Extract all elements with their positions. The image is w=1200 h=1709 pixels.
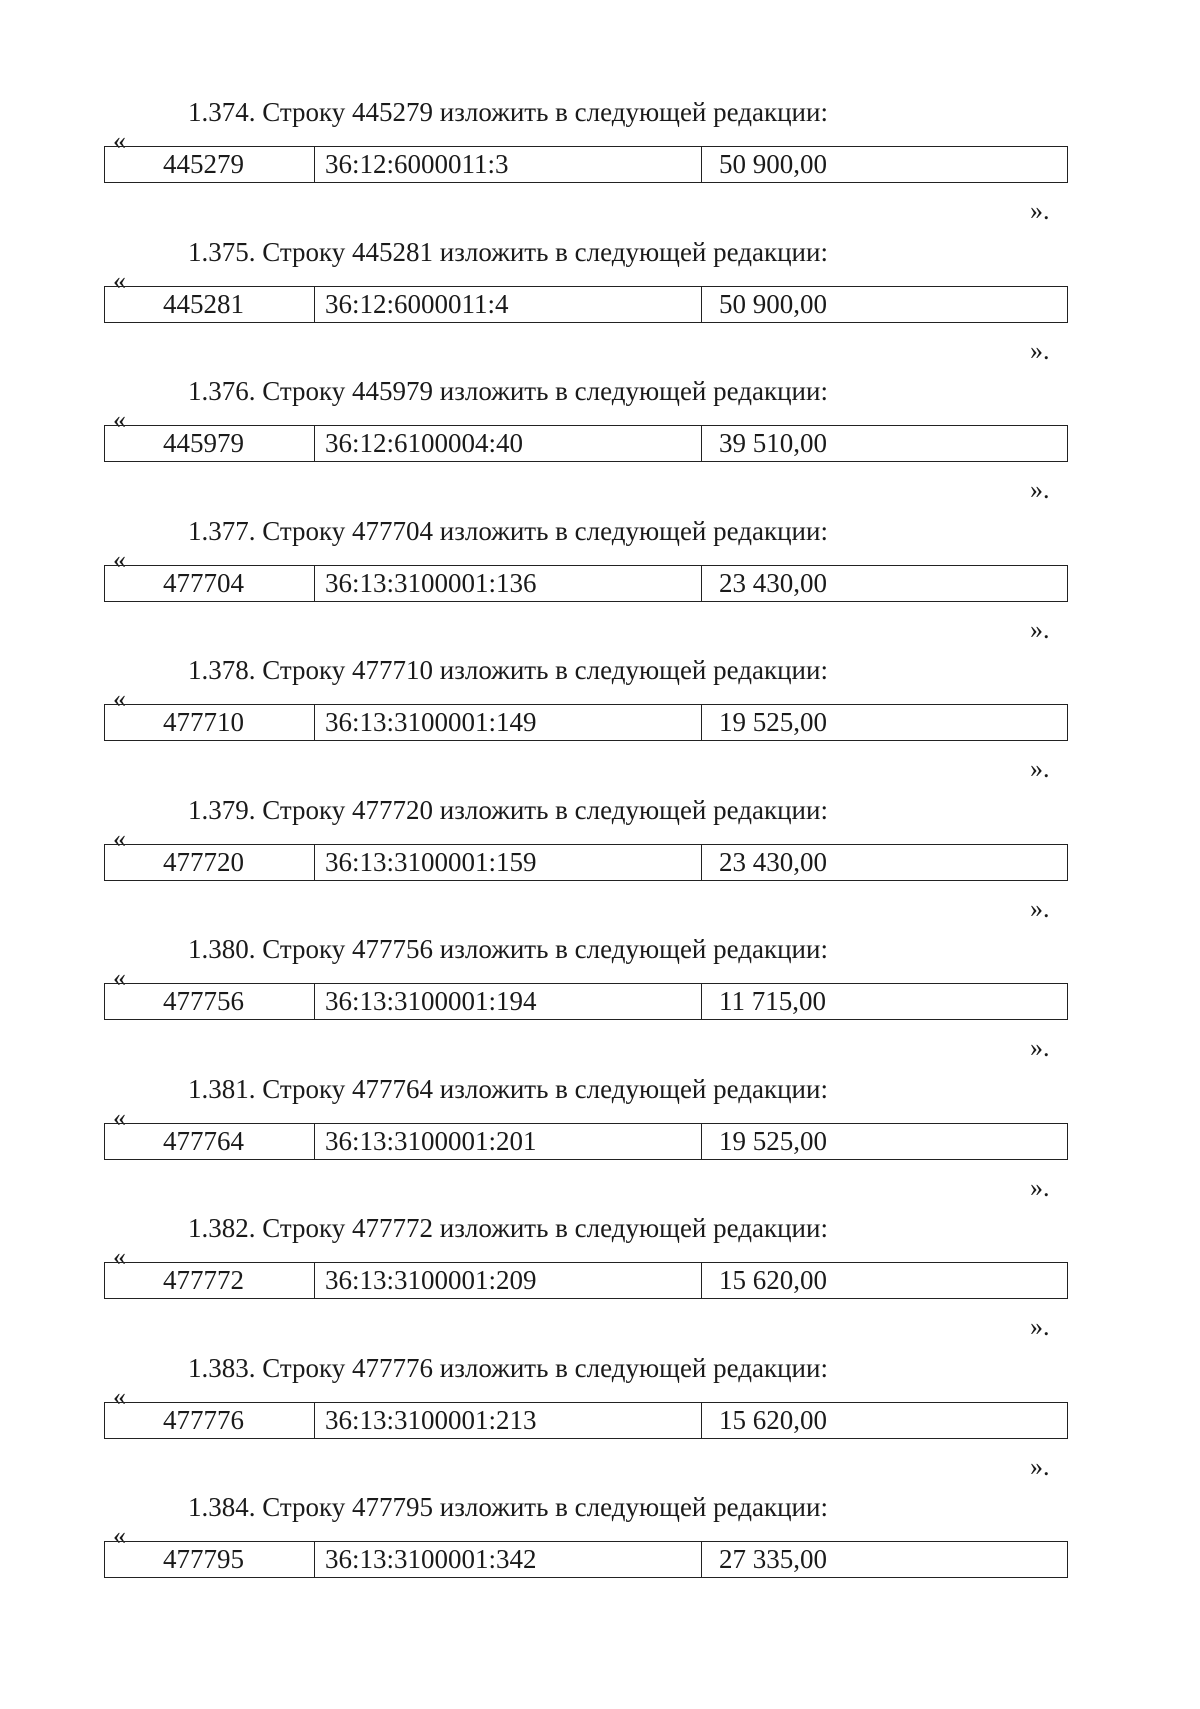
heading-suffix: изложить в следующей редакции:: [439, 236, 828, 267]
table-row: [104, 286, 1068, 323]
table-row: [104, 1402, 1068, 1439]
open-quote-mark: «: [113, 1381, 126, 1411]
heading-row-id: 477776: [352, 1352, 434, 1383]
amendment-heading: [188, 232, 828, 272]
clause-number: 1.376.: [188, 376, 256, 406]
heading-row-id: 445979: [352, 376, 434, 406]
table-row: [104, 1541, 1068, 1578]
heading-text: Строку: [262, 1073, 346, 1104]
heading-suffix: изложить в следующей редакции:: [439, 97, 828, 127]
cadastral-number-cell: 36:12:6000011:3: [315, 147, 702, 182]
heading-row-id: 477795: [352, 1492, 434, 1522]
row-number-cell: 445279: [105, 147, 315, 182]
clause-number: 1.384.: [188, 1492, 256, 1522]
open-quote-mark: «: [113, 823, 126, 853]
amendment-heading: [188, 1487, 828, 1527]
cadastral-number-cell: 36:13:3100001:159: [315, 845, 702, 880]
heading-suffix: изложить в следующей редакции:: [439, 376, 828, 406]
heading-suffix: изложить в следующей редакции:: [439, 794, 828, 825]
amendment-block: [0, 1487, 1200, 1627]
heading-suffix: изложить в следующей редакции:: [439, 655, 828, 685]
open-quote-mark: «: [113, 684, 126, 713]
table-row: [104, 146, 1068, 183]
heading-suffix: изложить в следующей редакции:: [439, 1073, 828, 1104]
clause-number: 1.378.: [188, 655, 256, 685]
open-quote-mark: «: [113, 126, 126, 155]
close-quote-mark: ».: [1030, 475, 1050, 504]
cadastral-number-cell: 36:12:6100004:40: [315, 426, 702, 461]
amendment-block: [0, 650, 1200, 790]
row-number-cell: 445979: [105, 426, 315, 461]
amendment-heading: [188, 371, 828, 411]
heading-suffix: изложить в следующей редакции:: [439, 934, 828, 964]
amendment-block: [0, 1208, 1200, 1348]
value-cell: 23 430,00: [719, 846, 827, 877]
amendment-heading: [188, 1348, 828, 1388]
heading-text: Строку: [262, 236, 346, 267]
heading-suffix: изложить в следующей редакции:: [439, 1213, 828, 1243]
table-row: [104, 425, 1068, 462]
cadastral-number-cell: 36:13:3100001:201: [315, 1124, 702, 1159]
value-cell: 19 525,00: [719, 1125, 827, 1156]
open-quote-mark: «: [113, 265, 126, 295]
cadastral-number-cell: 36:13:3100001:209: [315, 1263, 702, 1298]
row-number-cell: 477795: [105, 1542, 315, 1577]
heading-row-id: 477772: [352, 1213, 434, 1243]
table-row: [104, 565, 1068, 602]
open-quote-mark: «: [113, 963, 126, 992]
open-quote-mark: «: [113, 1521, 126, 1550]
amendment-block: [0, 1069, 1200, 1209]
heading-text: Строку: [262, 794, 346, 825]
heading-row-id: 477704: [352, 515, 434, 546]
amendment-heading: [188, 650, 828, 690]
heading-text: Строку: [262, 1352, 346, 1383]
cadastral-number-cell: 36:13:3100001:149: [315, 705, 702, 740]
value-cell: 39 510,00: [719, 428, 827, 458]
open-quote-mark: «: [113, 544, 126, 574]
cadastral-number-cell: 36:13:3100001:213: [315, 1403, 702, 1438]
open-quote-mark: «: [113, 405, 126, 434]
cadastral-number-cell: 36:13:3100001:136: [315, 566, 702, 601]
amendment-block: [0, 1348, 1200, 1488]
amendment-block: [0, 790, 1200, 930]
amendment-block: [0, 511, 1200, 651]
value-cell: 23 430,00: [719, 567, 827, 598]
close-quote-mark: ».: [1030, 1312, 1050, 1341]
value-cell: 15 620,00: [719, 1404, 827, 1435]
value-cell: 15 620,00: [719, 1265, 827, 1295]
amendment-block: [0, 232, 1200, 372]
close-quote-mark: ».: [1030, 1172, 1050, 1202]
row-number-cell: 445281: [105, 287, 315, 322]
row-number-cell: 477720: [105, 845, 315, 880]
amendment-block: [0, 371, 1200, 511]
row-number-cell: 477756: [105, 984, 315, 1019]
amendment-block: [0, 929, 1200, 1069]
close-quote-mark: ».: [1030, 893, 1050, 923]
table-row: [104, 844, 1068, 881]
table-row: [104, 983, 1068, 1020]
clause-number: 1.381.: [188, 1073, 256, 1104]
amendment-heading: [188, 511, 828, 551]
heading-text: Строку: [262, 515, 346, 546]
row-number-cell: 477776: [105, 1403, 315, 1438]
clause-number: 1.374.: [188, 97, 256, 127]
heading-row-id: 477756: [352, 934, 434, 964]
heading-text: Строку: [262, 655, 346, 685]
clause-number: 1.377.: [188, 515, 256, 546]
clause-number: 1.383.: [188, 1352, 256, 1383]
row-number-cell: 477764: [105, 1124, 315, 1159]
clause-number: 1.380.: [188, 934, 256, 964]
open-quote-mark: «: [113, 1242, 126, 1271]
row-number-cell: 477704: [105, 566, 315, 601]
heading-row-id: 477764: [352, 1073, 434, 1104]
table-row: [104, 1123, 1068, 1160]
heading-text: Строку: [262, 376, 346, 406]
clause-number: 1.382.: [188, 1213, 256, 1243]
clause-number: 1.379.: [188, 794, 256, 825]
table-row: [104, 704, 1068, 741]
cadastral-number-cell: 36:12:6000011:4: [315, 287, 702, 322]
amendment-heading: [188, 929, 828, 969]
close-quote-mark: ».: [1030, 335, 1050, 365]
cadastral-number-cell: 36:13:3100001:194: [315, 984, 702, 1019]
heading-row-id: 445281: [352, 236, 434, 267]
amendment-heading: [188, 92, 828, 132]
value-cell: 50 900,00: [719, 149, 827, 179]
heading-text: Строку: [262, 1492, 346, 1522]
close-quote-mark: ».: [1030, 1033, 1050, 1062]
value-cell: 11 715,00: [719, 986, 826, 1016]
heading-text: Строку: [262, 97, 346, 127]
close-quote-mark: ».: [1030, 754, 1050, 783]
close-quote-mark: ».: [1030, 1451, 1050, 1481]
amendment-heading: [188, 1208, 828, 1248]
heading-row-id: 477720: [352, 794, 434, 825]
heading-suffix: изложить в следующей редакции:: [439, 1492, 828, 1522]
row-number-cell: 477710: [105, 705, 315, 740]
clause-number: 1.375.: [188, 236, 256, 267]
close-quote-mark: ».: [1030, 196, 1050, 225]
cadastral-number-cell: 36:13:3100001:342: [315, 1542, 702, 1577]
amendment-block: [0, 92, 1200, 232]
heading-row-id: 477710: [352, 655, 434, 685]
heading-suffix: изложить в следующей редакции:: [439, 1352, 828, 1383]
table-row: [104, 1262, 1068, 1299]
value-cell: 27 335,00: [719, 1544, 827, 1574]
open-quote-mark: «: [113, 1102, 126, 1132]
heading-text: Строку: [262, 934, 346, 964]
close-quote-mark: ».: [1030, 614, 1050, 644]
heading-text: Строку: [262, 1213, 346, 1243]
value-cell: 50 900,00: [719, 288, 827, 319]
value-cell: 19 525,00: [719, 707, 827, 737]
heading-suffix: изложить в следующей редакции:: [439, 515, 828, 546]
row-number-cell: 477772: [105, 1263, 315, 1298]
amendment-heading: [188, 790, 828, 830]
amendment-heading: [188, 1069, 828, 1109]
heading-row-id: 445279: [352, 97, 434, 127]
